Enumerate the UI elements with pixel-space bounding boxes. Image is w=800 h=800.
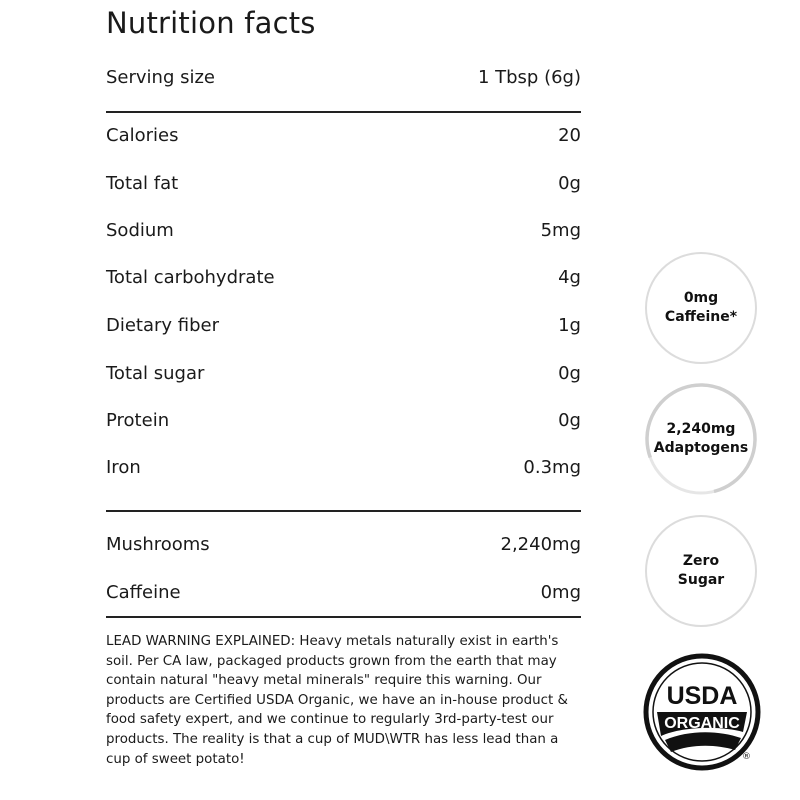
- nutrient-label: Protein: [106, 410, 170, 431]
- nutrient-value: 1g: [558, 315, 581, 336]
- badge-text: 2,240mg Adaptogens: [653, 421, 749, 456]
- nutrient-row-total-carbohydrate: [106, 267, 581, 289]
- nutrient-label: Calories: [106, 125, 179, 146]
- nutrient-row-total-sugar: [106, 363, 581, 385]
- zero-sugar-badge: [645, 515, 757, 627]
- page-title: Nutrition facts: [106, 6, 316, 40]
- extra-label: Caffeine: [106, 582, 181, 603]
- nutrient-row-protein: [106, 410, 581, 432]
- extra-value: 0mg: [540, 582, 581, 603]
- lead-warning-text: LEAD WARNING EXPLAINED: Heavy metals naturally exist in earth's soil. Per CA law, packaged products grown from the earth that may contain natural "heavy metal minerals" require this warning. Our products are Certified USDA Organic, we have an in-house product & food safety expert, and we continue to regularly 3rd-party-test our products. The reality is that a cup of MUD\WTR has less lead than a cup of sweet potato!: [106, 634, 568, 767]
- badge-text: 0mg Caffeine*: [664, 290, 738, 325]
- nutrient-row-calories: [106, 125, 581, 147]
- registered-mark: ®: [742, 752, 751, 762]
- nutrient-label: Iron: [106, 457, 141, 478]
- nutrient-value: 20: [558, 125, 581, 146]
- nutrient-label: Total sugar: [106, 363, 205, 384]
- nutrient-row-total-fat: [106, 173, 581, 195]
- nutrient-label: Sodium: [106, 220, 174, 241]
- serving-size-row: [106, 67, 581, 89]
- serving-size-value: 1 Tbsp (6g): [477, 67, 581, 88]
- nutrient-value: 4g: [558, 267, 581, 288]
- nutrient-value: 0.3mg: [523, 457, 581, 478]
- extra-row-caffeine: [106, 582, 581, 604]
- nutrient-label: Total fat: [106, 173, 179, 194]
- nutrient-label: Dietary fiber: [106, 315, 220, 336]
- extra-label: Mushrooms: [106, 534, 210, 555]
- usda-text: USDA: [666, 682, 738, 710]
- divider: [106, 111, 581, 113]
- nutrient-row-dietary-fiber: [106, 315, 581, 337]
- nutrient-label: Total carbohydrate: [106, 267, 275, 288]
- nutrient-value: 0g: [558, 363, 581, 384]
- nutrient-value: 0g: [558, 173, 581, 194]
- badge-text: Zero Sugar: [677, 553, 725, 588]
- nutrient-value: 0g: [558, 410, 581, 431]
- extra-row-mushrooms: [106, 534, 581, 556]
- nutrient-row-sodium: [106, 220, 581, 242]
- organic-text: ORGANIC: [664, 715, 740, 732]
- extra-value: 2,240mg: [500, 534, 581, 555]
- serving-size-label: Serving size: [106, 67, 216, 88]
- divider: [106, 616, 581, 618]
- nutrient-value: 5mg: [540, 220, 581, 241]
- divider: [106, 510, 581, 512]
- adaptogens-badge: [645, 383, 757, 495]
- nutrient-row-iron: [106, 457, 581, 479]
- caffeine-badge: [645, 252, 757, 364]
